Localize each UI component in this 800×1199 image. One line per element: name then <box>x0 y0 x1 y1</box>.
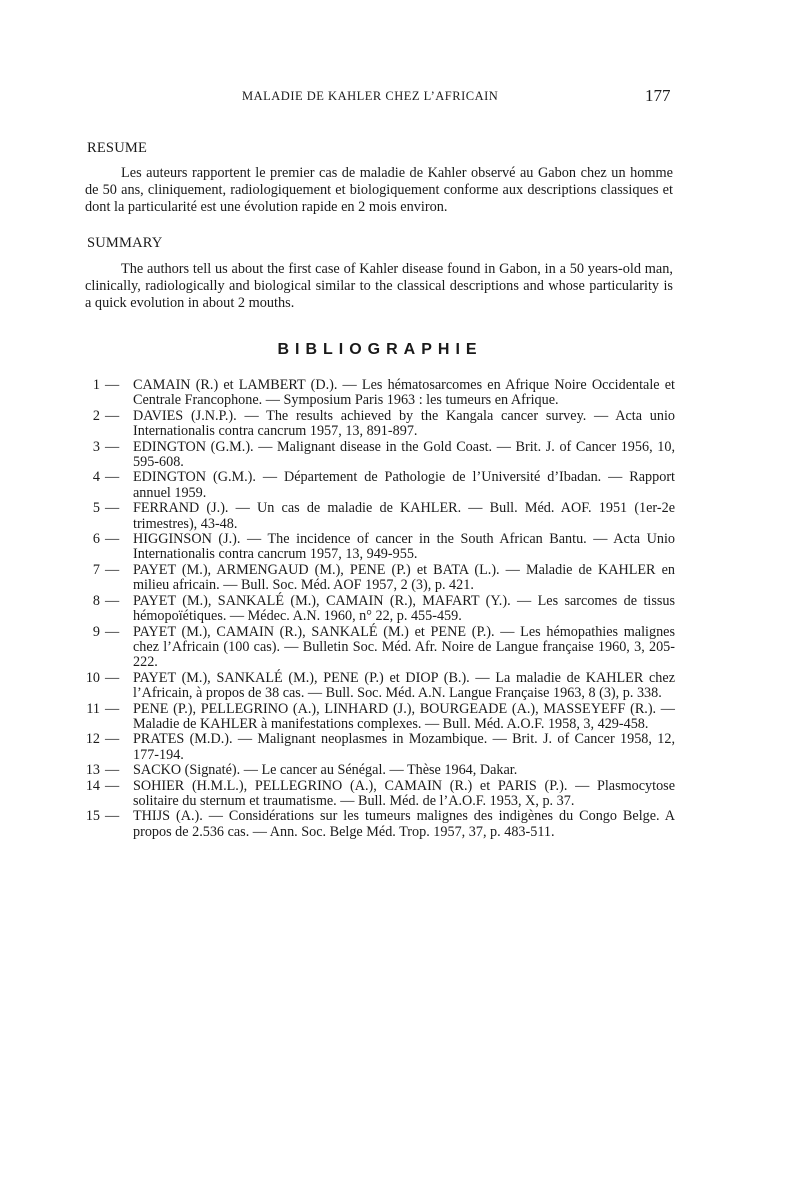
reference-number: 11 <box>86 700 100 717</box>
reference-item: 12 — PRATES (M.D.). — Malignant neoplasmes in Mozambique. — Brit. J. of Cancer 1958, 12, 177-194. <box>85 731 675 763</box>
reference-number: 10 <box>85 669 100 686</box>
reference-text: FERRAND (J.). — Un cas de maladie de KAHLER. — Bull. Méd. AOF. 1951 (1er-2e trimestres), 43-48. <box>133 500 675 532</box>
reference-number: 8 <box>92 592 100 609</box>
reference-text: EDINGTON (G.M.). — Malignant disease in the Gold Coast. — Brit. J. of Cancer 1956, 10, 595-608. <box>133 438 675 471</box>
reference-number: 4 <box>92 469 100 486</box>
reference-item: 11 — PENE (P.), PELLEGRINO (A.), LINHARD (J.), BOURGEADE (A.), MASSEYEFF (R.). — Maladie de KAHLER à manifestations complexes. — Bull. Méd. A.O.F. 1958, 3, 429-458. <box>84 702 675 733</box>
reference-item: 1 — CAMAIN (R.) et LAMBERT (D.). — Les hématosarcomes en Afrique Noire Occidentale et Centrale Francophone. — Symposium Paris 1963 : les tumeurs en Afrique. <box>84 378 675 409</box>
summary-heading: SUMMARY <box>87 235 163 251</box>
resume-heading: RESUME <box>87 140 148 156</box>
running-title: MALADIE DE KAHLER CHEZ L’AFRICAIN <box>242 89 499 103</box>
reference-item: 9 — PAYET (M.), CAMAIN (R.), SANKALÉ (M.) et PENE (P.). — Les hémopathies malignes chez l’Africain (100 cas). — Bulletin Soc. Méd. Afr. Noire de Langue française 1960, 3, 205-222. <box>84 625 675 671</box>
reference-text: PAYET (M.), ARMENGAUD (M.), PENE (P.) et BATA (L.). — Maladie de KAHLER en milieu africain. — Bull. Soc. Méd. AOF 1957, 2 (3), p. 421. <box>133 561 675 594</box>
reference-item: 10 — PAYET (M.), SANKALÉ (M.), PENE (P.) et DIOP (B.). — La maladie de KAHLER chez l’Africain, à propos de 38 cas. — Bull. Soc. Méd. A.N. Langue Française 1963, 8 (3), p. 338. <box>85 669 675 702</box>
reference-text: SOHIER (H.M.L.), PELLEGRINO (A.), CAMAIN (R.) et PARIS (P.). — Plasmocytose solitaire du sternum et traumatisme. — Bull. Méd. de l’A.O.F. 1953, X, p. 37. <box>133 777 675 809</box>
reference-item: 3 — EDINGTON (G.M.). — Malignant disease in the Gold Coast. — Brit. J. of Cancer 1956, 10, 595-608. <box>84 440 675 471</box>
reference-number: 13 <box>85 762 100 779</box>
reference-number: 12 <box>85 731 100 748</box>
reference-number: 3 <box>92 438 100 455</box>
reference-text: PAYET (M.), SANKALÉ (M.), CAMAIN (R.), MAFART (Y.). — Les sarcomes de tissus hémopoïétiques. — Médec. A.N. 1960, n° 22, p. 455-459. <box>133 592 675 625</box>
summary-paragraph: The authors tell us about the first case of Kahler disease found in Gabon, in a 50 years-old man, clinically, radiologically and biological similar to the classical descriptions and whose particularity is a quick evolution in about 2 mouths. <box>85 261 673 311</box>
reference-text: PAYET (M.), SANKALÉ (M.), PENE (P.) et DIOP (B.). — La maladie de KAHLER chez l’Africain, à propos de 38 cas. — Bull. Soc. Méd. A.N. Langue Française 1963, 8 (3), p. 338. <box>133 669 675 702</box>
reference-text: PENE (P.), PELLEGRINO (A.), LINHARD (J.), BOURGEADE (A.), MASSEYEFF (R.). — Maladie de KAHLER à manifestations complexes. — Bull. Méd. A.O.F. 1958, 3, 429-458. <box>133 700 675 732</box>
reference-item: 4 — EDINGTON (G.M.). — Département de Pathologie de l’Université d’Ibadan. — Rapport annuel 1959. <box>84 470 675 501</box>
reference-text: DAVIES (J.N.P.). — The results achieved by the Kangala cancer survey. — Acta unio Internationalis contra cancrum 1957, 13, 891-897. <box>133 407 675 440</box>
reference-text: CAMAIN (R.) et LAMBERT (D.). — Les hématosarcomes en Afrique Noire Occidentale et Centrale Francophone. — Symposium Paris 1963 : les tumeurs en Afrique. <box>133 377 675 409</box>
reference-number: 7 <box>92 561 100 578</box>
resume-paragraph: Les auteurs rapportent le premier cas de maladie de Kahler observé au Gabon chez un homme de 50 ans, cliniquement, radiologiquement et biologiquement conforme aux descriptions classiques et dont la particularité est une évolution rapide en 2 mois environ. <box>85 165 673 215</box>
reference-item: 8 — PAYET (M.), SANKALÉ (M.), CAMAIN (R.), MAFART (Y.). — Les sarcomes de tissus hémopoïétiques. — Médec. A.N. 1960, n° 22, p. 455-459. <box>84 594 675 625</box>
reference-number: 6 <box>92 531 100 548</box>
reference-item: 14 — SOHIER (H.M.L.), PELLEGRINO (A.), CAMAIN (R.) et PARIS (P.). — Plasmocytose solitaire du sternum et traumatisme. — Bull. Méd. de l’A.O.F. 1953, X, p. 37. <box>85 777 675 809</box>
reference-item: 6 — HIGGINSON (J.). — The incidence of cancer in the South African Bantu. — Acta Unio Internationalis contra cancrum 1957, 13, 949-955. <box>84 532 675 563</box>
reference-text: SACKO (Signaté). — Le cancer au Sénégal. — Thèse 1964, Dakar. <box>133 762 518 779</box>
reference-number: 2 <box>92 407 100 424</box>
reference-item: 5 — FERRAND (J.). — Un cas de maladie de KAHLER. — Bull. Méd. AOF. 1951 (1er-2e trimestres), 43-48. <box>84 501 675 532</box>
reference-item: 15 — THIJS (A.). — Considérations sur les tumeurs malignes des indigènes du Congo Belge. A propos de 2.536 cas. — Ann. Soc. Belge Méd. Trop. 1957, 37, p. 483-511. <box>85 808 675 840</box>
reference-number: 14 <box>85 777 100 794</box>
reference-text: EDINGTON (G.M.). — Département de Pathologie de l’Université d’Ibadan. — Rapport annuel 1959. <box>133 469 675 501</box>
reference-number: 9 <box>92 623 100 640</box>
reference-list <box>84 378 675 840</box>
reference-text: THIJS (A.). — Considérations sur les tumeurs malignes des indigènes du Congo Belge. A propos de 2.536 cas. — Ann. Soc. Belge Méd. Trop. 1957, 37, p. 483-511. <box>133 808 675 840</box>
reference-number: 15 <box>85 808 100 825</box>
bibliography-title: BIBLIOGRAPHIE <box>277 341 483 358</box>
page-number: 177 <box>645 86 671 105</box>
reference-text: PAYET (M.), CAMAIN (R.), SANKALÉ (M.) et PENE (P.). — Les hémopathies malignes chez l’Africain (100 cas). — Bulletin Soc. Méd. Afr. Noire de Langue française 1960, 3, 205-222. <box>133 623 675 671</box>
reference-item: 2 — DAVIES (J.N.P.). — The results achieved by the Kangala cancer survey. — Acta unio Internationalis contra cancrum 1957, 13, 891-897. <box>84 409 675 440</box>
reference-number: 5 <box>92 500 100 517</box>
reference-item: 13 — SACKO (Signaté). — Le cancer au Sénégal. — Thèse 1964, Dakar. <box>85 762 518 779</box>
reference-text: HIGGINSON (J.). — The incidence of cancer in the South African Bantu. — Acta Unio Internationalis contra cancrum 1957, 13, 949-955. <box>133 531 675 563</box>
reference-number: 1 <box>92 377 100 393</box>
reference-item: 7 — PAYET (M.), ARMENGAUD (M.), PENE (P.) et BATA (L.). — Maladie de KAHLER en milieu africain. — Bull. Soc. Méd. AOF 1957, 2 (3), p. 421. <box>84 563 675 594</box>
reference-text: PRATES (M.D.). — Malignant neoplasmes in Mozambique. — Brit. J. of Cancer 1958, 12, 177-194. <box>133 731 675 763</box>
